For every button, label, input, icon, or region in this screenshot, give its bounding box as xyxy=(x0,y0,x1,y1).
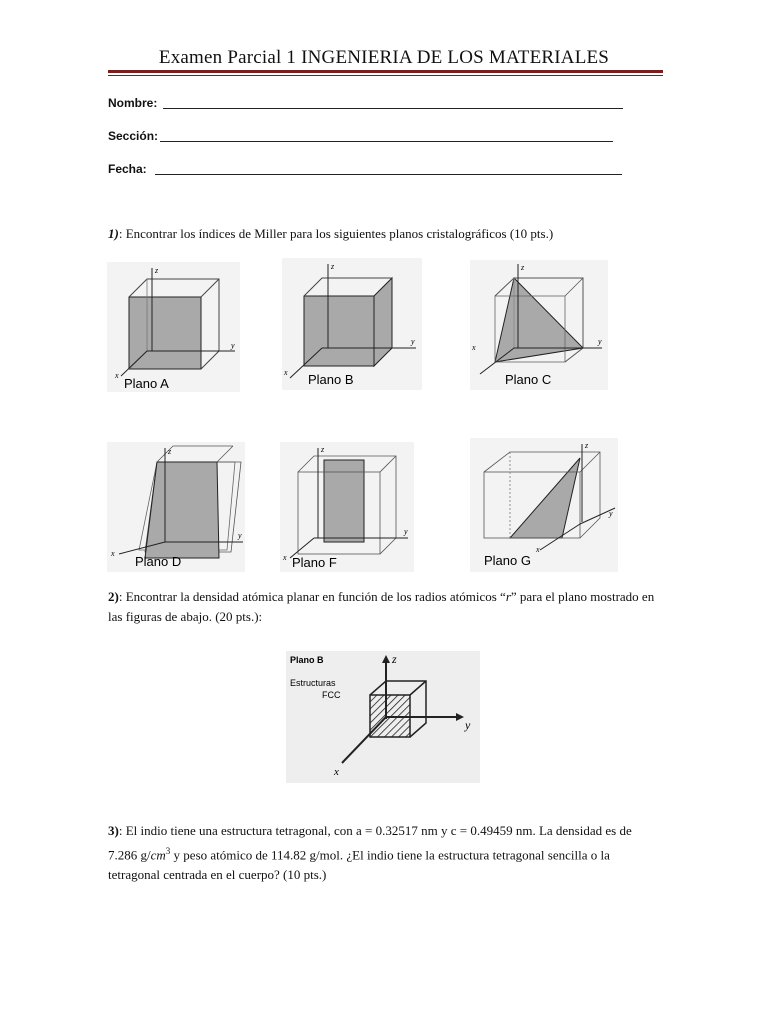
plane-g-shape xyxy=(510,458,580,538)
plane-c-shape xyxy=(495,278,583,362)
plane-label-d: Plano D xyxy=(135,554,182,569)
plane-d-shape xyxy=(145,462,219,558)
y-label-c: y xyxy=(598,337,602,346)
title-rule-thick xyxy=(108,70,663,73)
question-1 xyxy=(108,224,664,244)
x-label-a: x xyxy=(115,371,119,380)
plane-label-f: Plano F xyxy=(292,555,337,570)
x-label-c: x xyxy=(472,343,476,352)
question-2 xyxy=(108,587,664,627)
fecha-label: Fecha: xyxy=(108,162,147,176)
seccion-label: Sección: xyxy=(108,129,159,143)
x-label-b: x xyxy=(284,368,288,377)
q3-text-b: y peso atómico de 114.82 g/mol. ¿El indio tiene la estructura tetragonal sencilla o la tetragonal centrada en el cuerpo? (10 pts.) xyxy=(108,847,610,883)
figure-plano-a xyxy=(107,262,240,392)
title-rule-thin xyxy=(108,75,663,76)
z-label-d: z xyxy=(168,447,172,456)
q2-y-label: y xyxy=(465,718,471,732)
q2-number: 2) xyxy=(108,589,119,604)
q2-plane-hatched xyxy=(370,695,410,737)
y-label-a: y xyxy=(231,341,235,350)
question-3 xyxy=(108,821,664,885)
y-label-d: y xyxy=(238,531,242,540)
q1-number: 1) xyxy=(108,226,119,241)
z-label-a: z xyxy=(155,266,159,275)
plane-label-b: Plano B xyxy=(308,372,354,387)
fecha-field xyxy=(108,162,147,176)
z-label-g: z xyxy=(585,441,589,450)
x-label-f: x xyxy=(283,553,287,562)
figure-q2-plano-b-fcc xyxy=(286,651,480,783)
y-label-f: y xyxy=(404,527,408,536)
q2-text-a: : Encontrar la densidad atómica planar en función de los radios atómicos “ xyxy=(118,589,506,604)
q2-x-label: x xyxy=(334,766,339,778)
q2-figure-title: Plano B xyxy=(290,655,324,665)
q3-text-a: : El indio tiene una estructura tetragonal, con a = 0.32517 nm y c = 0.49459 nm. La densidad es de 7.286 g/ xyxy=(108,823,632,863)
x-label-g: x xyxy=(536,545,540,554)
z-label-b: z xyxy=(331,262,335,271)
q2-z-label: z xyxy=(392,652,397,666)
nombre-line[interactable] xyxy=(163,108,623,109)
seccion-field xyxy=(108,129,158,143)
seccion-line[interactable] xyxy=(160,141,613,142)
q3-unit-exponent: 3 xyxy=(165,846,171,856)
plane-label-a: Plano A xyxy=(124,376,169,391)
y-label-b: y xyxy=(411,337,415,346)
figure-plano-b xyxy=(282,258,422,390)
figure-plano-f xyxy=(280,442,414,572)
q3-unit: cm xyxy=(150,847,166,863)
q2-figure-subtitle-1: Estructuras xyxy=(290,678,336,688)
nombre-field xyxy=(108,96,157,110)
figure-plano-c xyxy=(470,260,608,390)
q1-text: : Encontrar los índices de Miller para los siguientes planos cristalográficos (10 pts.) xyxy=(118,226,554,241)
figure-plano-g xyxy=(470,438,618,572)
q2-var: r xyxy=(505,589,511,604)
figure-plano-d xyxy=(107,442,245,572)
plane-label-c: Plano C xyxy=(505,372,552,387)
z-label-f: z xyxy=(321,445,325,454)
page-title: Examen Parcial 1 INGENIERIA DE LOS MATERIALES xyxy=(158,47,610,68)
x-label-d: x xyxy=(111,549,115,558)
z-label-c: z xyxy=(521,263,525,272)
nombre-label: Nombre: xyxy=(108,96,158,110)
fecha-line[interactable] xyxy=(155,174,622,175)
y-label-g: y xyxy=(609,509,613,518)
q2-text-b: ” para el plano mostrado en las figuras de abajo. (20 pts.): xyxy=(108,589,655,624)
q3-number: 3) xyxy=(108,823,119,838)
q2-figure-subtitle-2: FCC xyxy=(322,690,341,700)
plane-label-g: Plano G xyxy=(484,553,531,568)
